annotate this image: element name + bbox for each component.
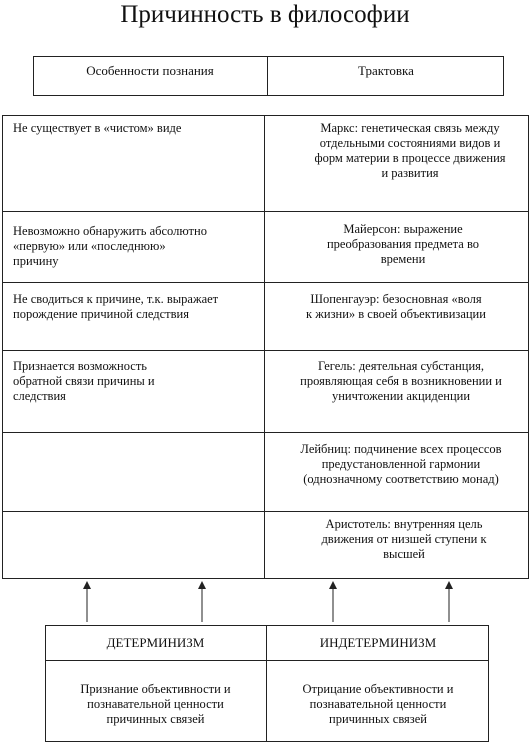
feature-cell: Не существует в «чистом» виде [13,121,182,135]
page-title: Причинность в философии [120,1,410,28]
header-left-label: Особенности познания [86,63,214,78]
bottom-table-separator [45,660,489,661]
indeterminism-title: ИНДЕТЕРМИНИЗМ [319,635,437,650]
indeterminism-text: Отрицание объективности и познавательной ценности причинных связей [302,682,454,726]
header-right-label: Трактовка [358,63,414,78]
feature-cell: Не сводиться к причине, т.к. выражает порождение причиной следствия [13,292,219,321]
interpretation-cell: Шопенгауэр: безосновная «воля к жизни» в своей объективизации [306,292,486,321]
interpretation-cell: Гегель: деятельная субстанция, проявляющая себя в возникновении и уничтожении акциденции [300,359,502,403]
feature-cell: Невозможно обнаружить абсолютно «первую» или «последнюю» причину [13,224,207,268]
determinism-title: ДЕТЕРМИНИЗМ [106,635,205,650]
interpretation-cell: Лейбниц: подчинение всех процессов предустановленной гармонии (однозначному соответствию монад) [300,442,502,486]
feature-cell: Признается возможность обратной связи причины и следствия [13,359,155,403]
interpretation-cell: Маркс: генетическая связь между отдельными состояниями видов и форм материи в процессе движения и развития [314,121,506,180]
determinism-text: Признание объективности и познавательной ценности причинных связей [80,682,231,726]
interpretation-cell: Майерсон: выражение преобразования предмета во времени [326,222,480,266]
interpretation-cell: Аристотель: внутренняя цель движения от низшей ступени к высшей [321,517,487,561]
